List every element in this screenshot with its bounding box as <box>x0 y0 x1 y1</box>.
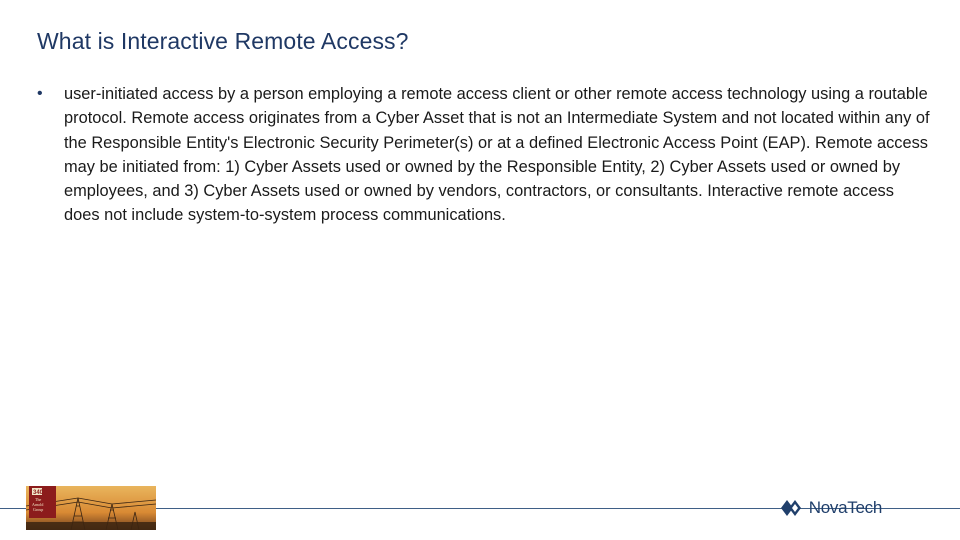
bullet-text: user-initiated access by a person employing a remote access client or other remote access technology using a routable protocol. Remote access originates from a Cyber Asset that is not an Intermediate System and not located within any of the Responsible Entity's Electronic Security Perimeter(s) or at a defined Electronic Access Point (EAP). Remote access may be initiated from: 1) Cyber Assets used or owned by the Responsible Entity, 2) Cyber Assets used or owned by employees, and 3) Cyber Assets used or owned by vendors, contractors, or consultants. Interactive remote access does not include system-to-system process communications. <box>64 85 930 225</box>
novatech-logo <box>781 498 882 518</box>
svg-text:The: The <box>35 497 42 502</box>
svg-text:Arnold: Arnold <box>32 502 44 507</box>
svg-text:340: 340 <box>33 490 44 496</box>
slide-title: What is Interactive Remote Access? <box>37 28 409 54</box>
novatech-diamond-icon <box>781 500 805 516</box>
brand-name: NovaTech <box>808 498 882 517</box>
bullet-marker: • <box>37 85 43 102</box>
svg-text:Group: Group <box>33 507 44 512</box>
arnold-group-logo-photo <box>26 486 156 530</box>
bullet-item <box>37 82 932 228</box>
